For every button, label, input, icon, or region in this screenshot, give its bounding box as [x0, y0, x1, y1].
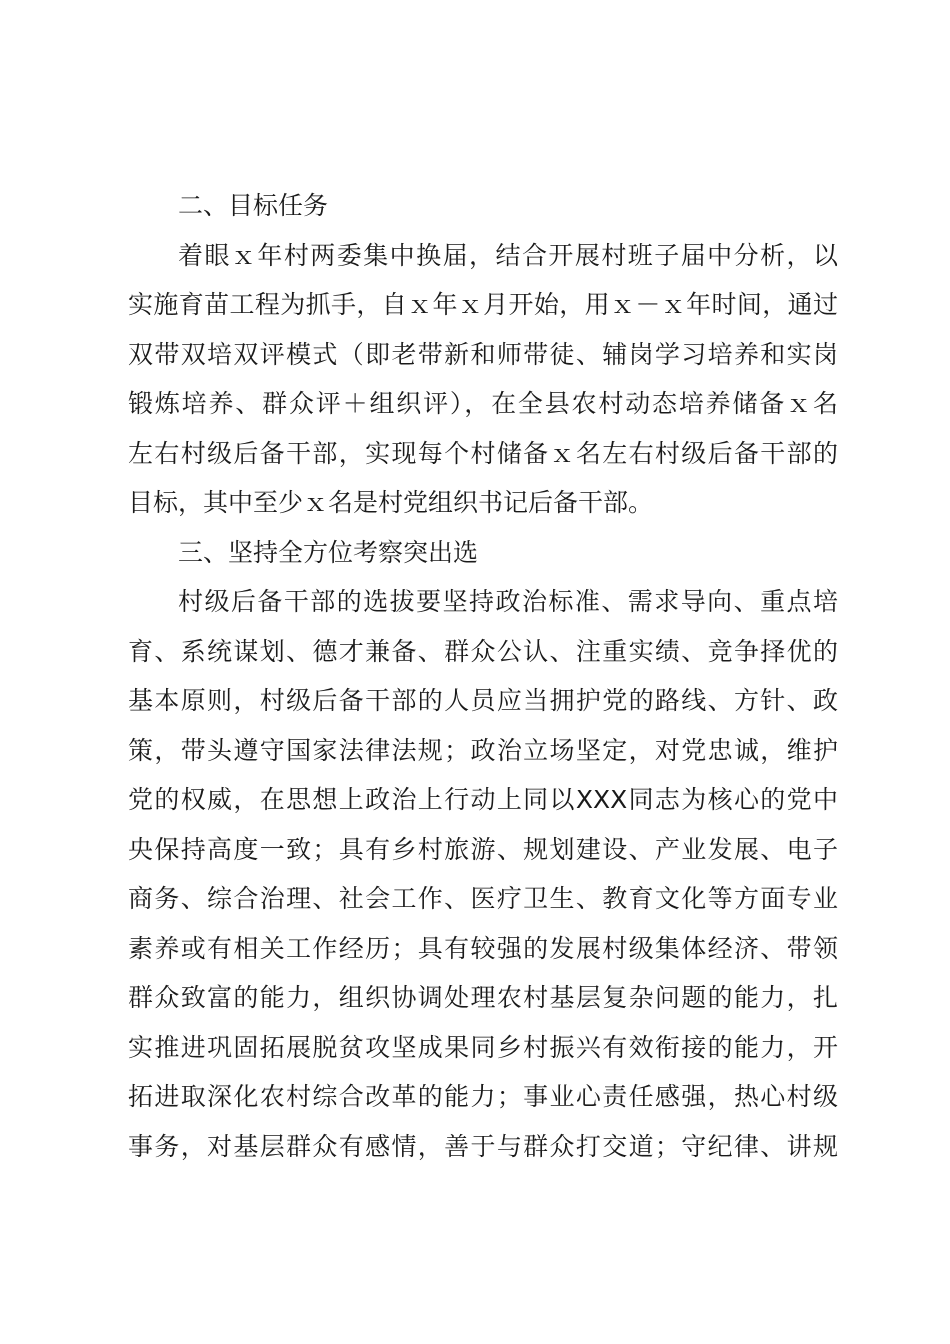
- paragraph-line: 左右村级后备干部，实现每个村储备ｘ名左右村级后备干部的: [128, 439, 838, 468]
- paragraph-line: 策，带头遵守国家法律法规；政治立场坚定，对党忠诚，维护: [128, 736, 838, 765]
- paragraph-line: 村级后备干部的选拔要坚持政治标准、需求导向、重点培: [178, 587, 838, 616]
- paragraph-line: 事务，对基层群众有感情，善于与群众打交道；守纪律、讲规: [128, 1132, 838, 1161]
- paragraph-line: 育、系统谋划、德才兼备、群众公认、注重实绩、竞争择优的: [128, 637, 838, 666]
- paragraph-line: 锻炼培养、群众评＋组织评），在全县农村动态培养储备ｘ名: [128, 389, 838, 418]
- paragraph-line: 商务、综合治理、社会工作、医疗卫生、教育文化等方面专业: [128, 884, 838, 913]
- section-heading-selection: 三、坚持全方位考察突出选: [178, 538, 479, 567]
- paragraph-line: 着眼ｘ年村两委集中换届，结合开展村班子届中分析，以: [178, 241, 838, 270]
- paragraph-line: 群众致富的能力，组织协调处理农村基层复杂问题的能力，扎: [128, 983, 838, 1012]
- paragraph-line: 双带双培双评模式（即老带新和师带徒、辅岗学习培养和实岗: [128, 340, 838, 369]
- paragraph-line: 目标，其中至少ｘ名是村党组织书记后备干部。: [128, 488, 654, 517]
- paragraph-line: 实施育苗工程为抓手，自ｘ年ｘ月开始，用ｘ－ｘ年时间，通过: [128, 290, 838, 319]
- paragraph-line: 素养或有相关工作经历；具有较强的发展村级集体经济、带领: [128, 934, 838, 963]
- paragraph-line: 基本原则，村级后备干部的人员应当拥护党的路线、方针、政: [128, 686, 838, 715]
- paragraph-line: 央保持高度一致；具有乡村旅游、规划建设、产业发展、电子: [128, 835, 838, 864]
- paragraph-line: 拓进取深化农村综合改革的能力；事业心责任感强，热心村级: [128, 1082, 838, 1111]
- section-heading-goals: 二、目标任务: [178, 191, 329, 220]
- paragraph-line: 党的权威，在思想上政治上行动上同以XXX同志为核心的党中: [128, 785, 838, 814]
- paragraph-line: 实推进巩固拓展脱贫攻坚成果同乡村振兴有效衔接的能力，开: [128, 1033, 838, 1062]
